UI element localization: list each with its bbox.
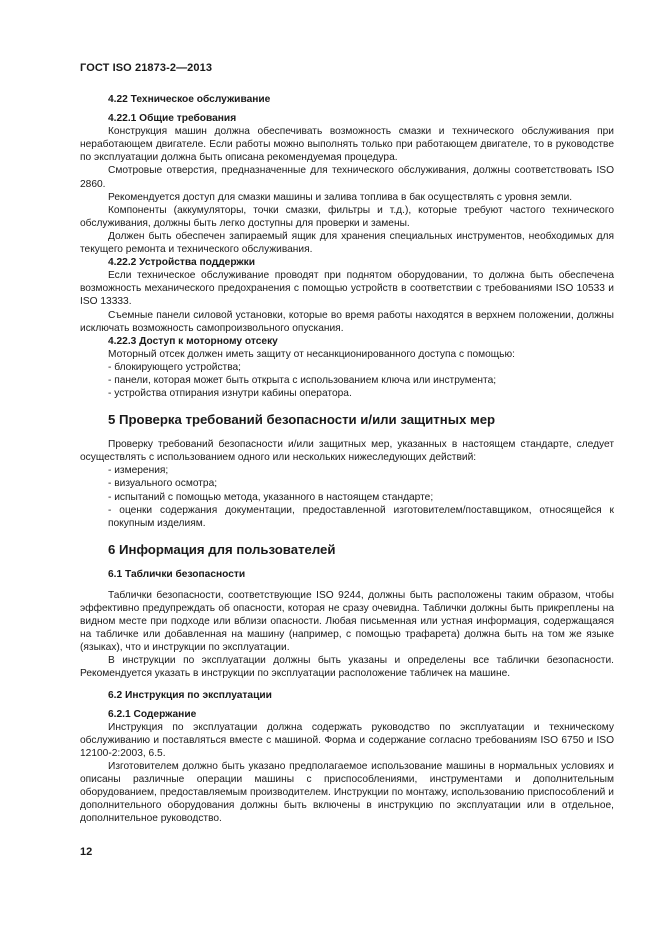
section-4-22-1-title: 4.22.1 Общие требования — [108, 113, 237, 125]
list-item: - устройства отпирания изнутри кабины оператора. — [108, 388, 352, 400]
paragraph: Если техническое обслуживание проводят при поднятом оборудовании, то должна быть обеспечена возможность механического предохранения с помощью устройств в соответствии с требованиями ISO 10533 и ISO 13333. — [80, 270, 614, 308]
paragraph: Съемные панели силовой установки, которые во время работы находятся в верхнем положении, должны исключать возможность самопроизвольного опускания. — [80, 309, 614, 334]
paragraph: Изготовителем должно быть указано предполагаемое использование машины в нормальных условиях и описаны различные операции машины с приспособлениями, инструментами и дополнительным оборудованием, предоставляемым производителем. Инструкции по монтажу, использованию приспособлений и дополнительного оборудования должны быть включены в инструкцию по эксплуатации или в отдельное, дополнительное руководство. — [80, 761, 614, 825]
section-6-title: 6 Информация для пользователей — [108, 541, 336, 557]
list-item: - измерения; — [108, 465, 169, 477]
paragraph: Таблички безопасности, соответствующие ISO 9244, должны быть расположены таким образом, чтобы эффективно предупреждать об опасности, которая не сразу очевидна. Таблички должны быть прикреплены на видном месте при подходе или вблизи опасности. Любая письменная или устная информация, содержащаяся на табличке или добавленная на машину (например, с помощью трафарета) должна быть на том же языке (языках), что и инструкции по эксплуатации. — [80, 589, 614, 654]
paragraph: Компоненты (аккумуляторы, точки смазки, фильтры и т.д.), которые требуют частого технического обслуживания, должны быть легко доступны для проверки и замены. — [80, 204, 614, 229]
list-item: - визуального осмотра; — [108, 478, 218, 490]
section-6-1-title: 6.1 Таблички безопасности — [108, 568, 246, 580]
paragraph: Моторный отсек должен иметь защиту от несанкционированного доступа с помощью: — [108, 348, 515, 360]
section-4-22-3-title: 4.22.3 Доступ к моторному отсеку — [108, 335, 278, 347]
section-5-title: 5 Проверка требований безопасности и/или защитных мер — [108, 412, 496, 428]
section-4-22-2-title: 4.22.2 Устройства поддержки — [108, 257, 256, 269]
page-number: 12 — [80, 846, 93, 858]
paragraph: Рекомендуется доступ для смазки машины и залива топлива в бак осуществлять с уровня земли. — [108, 191, 573, 203]
section-4-22-title: 4.22 Техническое обслуживание — [108, 94, 271, 105]
document-body — [80, 93, 614, 826]
paragraph: В инструкции по эксплуатации должны быть указаны и определены все таблички безопасности. Рекомендуется указать в инструкции по эксплуатации расположение табличек на машине. — [80, 655, 614, 680]
document-header: ГОСТ ISO 21873-2—2013 — [80, 62, 213, 74]
list-item: - панели, которая может быть открыта с использованием ключа или инструмента; — [108, 374, 497, 386]
section-6-2-title: 6.2 Инструкция по эксплуатации — [108, 689, 272, 701]
paragraph: Смотровые отверстия, предназначенные для технического обслуживания, должны соответствовать ISO 2860. — [80, 165, 614, 190]
list-item: - испытаний с помощью метода, указанного в настоящем стандарте; — [108, 491, 434, 503]
list-item: - оценки содержания документации, предоставленной изготовителем/поставщиком, относящейся к покупным изделиям. — [108, 504, 614, 529]
paragraph: Инструкция по эксплуатации должна содержать руководство по эксплуатации и техническому обслуживанию и поставляться вместе с машиной. Форма и содержание согласно требованиям ISO 6750 и ISO 12100-2:2003, 6.5. — [80, 721, 614, 759]
paragraph: Конструкция машин должна обеспечивать возможность смазки и технического обслуживания при неработающем двигателе. Если работы можно выполнять только при работающем двигателе, то в руководстве по эксплуатации должна быть описана рекомендуемая процедура. — [80, 126, 614, 164]
section-6-2-1-title: 6.2.1 Содержание — [108, 708, 197, 720]
list-item: - блокирующего устройства; — [108, 361, 241, 373]
paragraph: Должен быть обеспечен запираемый ящик для хранения специальных инструментов, необходимых для текущего ремонта и технического обслуживания. — [80, 230, 614, 256]
paragraph: Проверку требований безопасности и/или защитных мер, указанных в настоящем стандарте, следует осуществлять с использованием одного или нескольких нижеследующих действий: — [80, 439, 614, 464]
